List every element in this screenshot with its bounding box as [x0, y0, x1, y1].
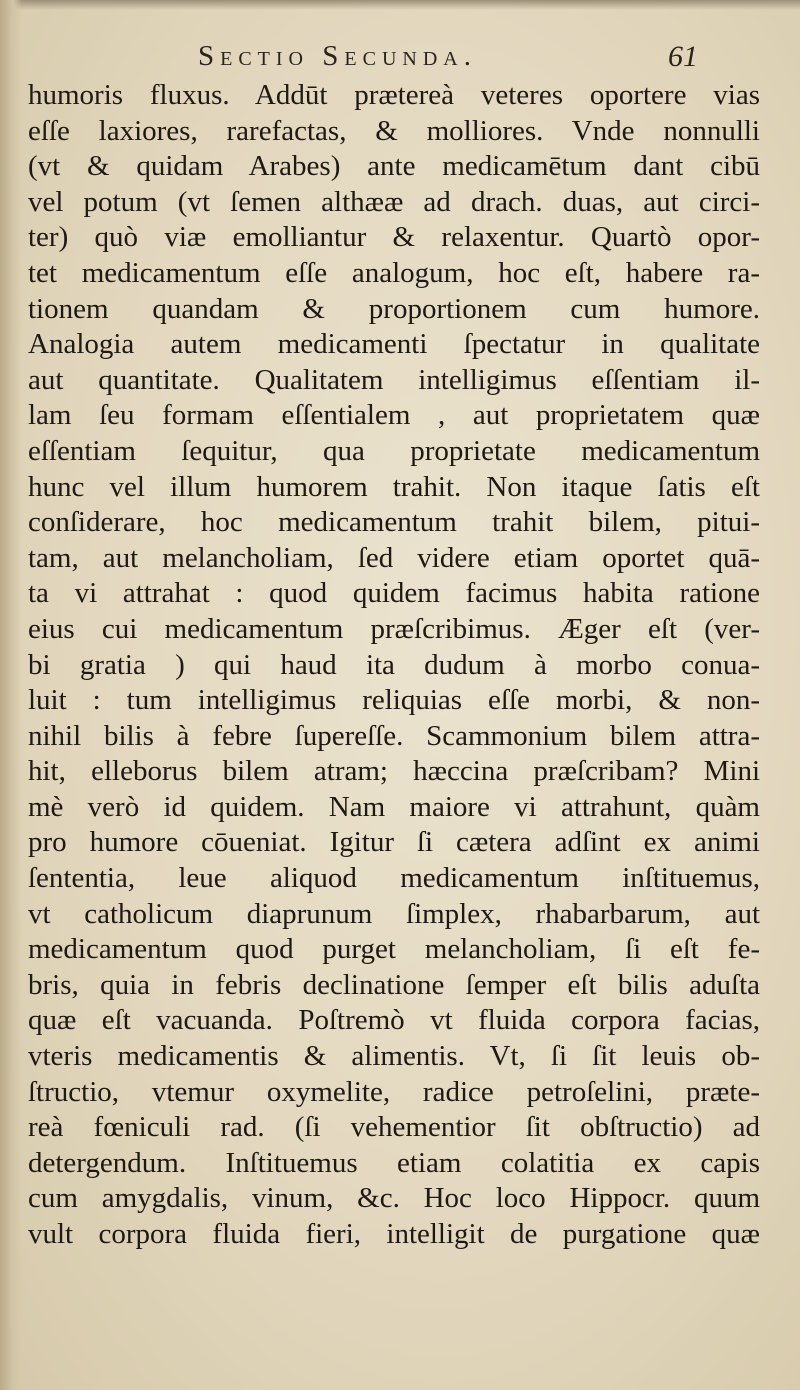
text-line: ter) quò viæ emolliantur & relaxentur. Quartò opor-	[28, 221, 760, 254]
text-line: eius cui medicamentum præſcribimus. Æger eſt (ver-	[28, 612, 760, 645]
page-number: 61	[668, 40, 698, 73]
text-line: (vt & quidam Arabes) ante medicamētum dant cibū	[28, 150, 760, 183]
text-line: tet medicamentum eſſe analogum, hoc eſt, habere ra-	[28, 256, 760, 289]
text-line: conſiderare, hoc medicamentum trahit bilem, pitui-	[28, 506, 760, 539]
text-line: bi gratia ) qui haud ita dudum à morbo conua-	[28, 648, 760, 681]
text-line: detergendum. Inſtituemus etiam colatitia ex capis	[28, 1146, 760, 1179]
text-line: ſtructio, vtemur oxymelite, radice petroſelini, præte-	[28, 1075, 760, 1108]
text-line: hunc vel illum humorem trahit. Non itaque ſatis eſt	[28, 470, 760, 503]
text-line: vteris medicamentis & alimentis. Vt, ſi ſit leuis ob-	[28, 1040, 760, 1073]
text-line: vt catholicum diaprunum ſimplex, rhabarbarum, aut	[28, 897, 760, 930]
page-top-edge	[0, 0, 800, 10]
text-line: eſſe laxiores, rarefactas, & molliores. Vnde nonnulli	[28, 114, 760, 147]
body-text	[28, 78, 788, 1253]
text-line: nihil bilis à febre ſupereſſe. Scammonium bilem attra-	[28, 719, 760, 752]
text-line: quæ eſt vacuanda. Poſtremò vt fluida corpora facias,	[28, 1004, 760, 1037]
text-line: lam ſeu formam eſſentialem , aut proprietatem quæ	[28, 399, 760, 432]
text-line: pro humore cōueniat. Igitur ſi cætera adſint ex animi	[28, 826, 760, 859]
text-line: tionem quandam & proportionem cum humore.	[28, 292, 760, 325]
text-line: cum amygdalis, vinum, &c. Hoc loco Hippocr. quum	[28, 1182, 760, 1215]
text-line: luit : tum intelligimus reliquias eſſe morbi, & non-	[28, 684, 760, 717]
text-line: humoris fluxus. Addūt prætereà veteres oportere vias	[28, 79, 760, 111]
text-line: reà fœniculi rad. (ſi vehementior ſit obſtructio) ad	[28, 1111, 760, 1144]
text-line: vel potum (vt ſemen althææ ad drach. duas, aut circi-	[28, 185, 760, 218]
text-line: eſſentiam ſequitur, qua proprietate medicamentum	[28, 434, 760, 467]
text-line: aut quantitate. Qualitatem intelligimus eſſentiam il-	[28, 363, 760, 396]
text-line: ſententia, leue aliquod medicamentum inſtituemus,	[28, 862, 760, 895]
text-line: Analogia autem medicamenti ſpectatur in qualitate	[28, 328, 760, 361]
running-head: Sectio Secunda.	[198, 40, 477, 72]
text-line: tam, aut melancholiam, ſed videre etiam oportet quā-	[28, 541, 760, 574]
text-line: vult corpora fluida fieri, intelligit de purgatione quæ	[28, 1218, 760, 1250]
gutter-shadow	[0, 0, 22, 1390]
text-line: mè verò id quidem. Nam maiore vi attrahunt, quàm	[28, 790, 760, 823]
text-line: bris, quia in febris declinatione ſemper eſt bilis aduſta	[28, 968, 760, 1001]
text-line: hit, elleborus bilem atram; hæccina præſcribam? Mini	[28, 755, 760, 788]
text-line: ta vi attrahat : quod quidem facimus habita ratione	[28, 577, 760, 610]
text-line: medicamentum quod purget melancholiam, ſi eſt fe-	[28, 933, 760, 966]
